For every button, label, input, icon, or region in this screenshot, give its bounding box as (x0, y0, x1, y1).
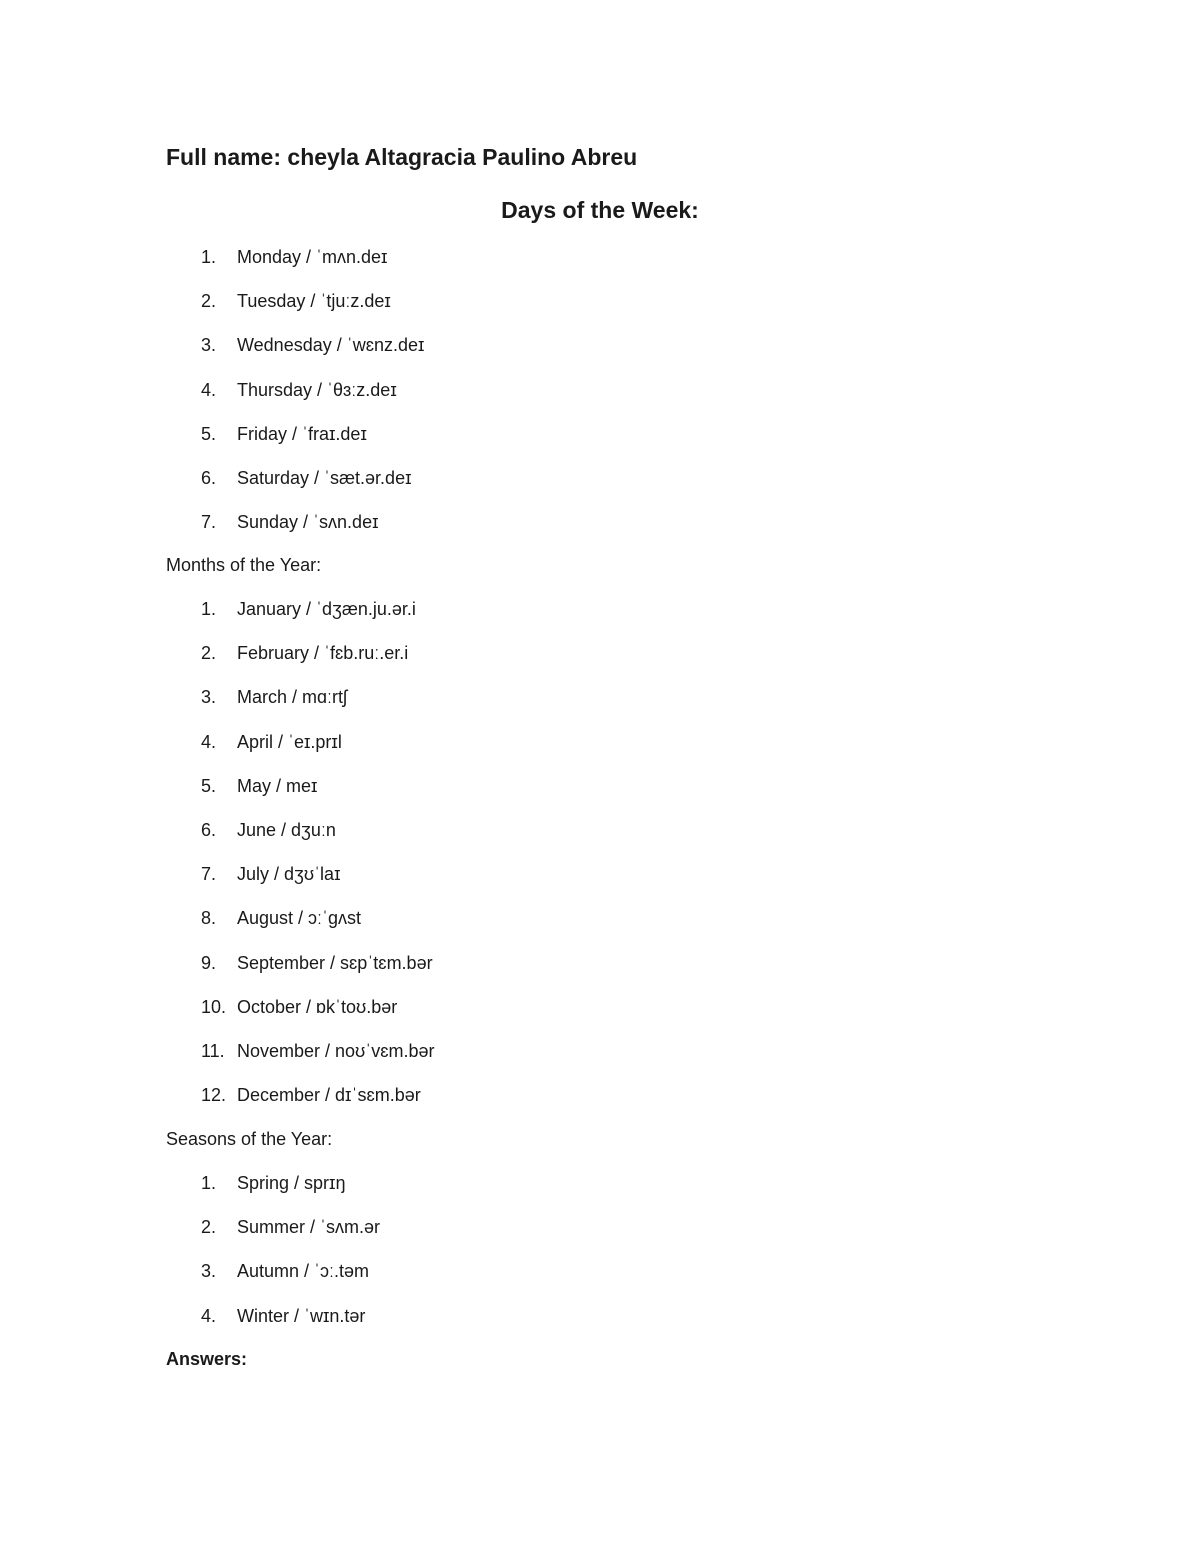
days-heading: Days of the Week: (501, 197, 699, 223)
list-item-text: February / ˈfɛb.ruː.er.i (237, 643, 409, 664)
list-item-number: 6. (201, 467, 217, 488)
list-item-text: May / meɪ (237, 775, 318, 796)
list-item-number: 7. (201, 864, 217, 885)
list-item-text: Monday / ˈmʌn.deɪ (237, 247, 388, 267)
seasons-heading: Seasons of the Year: (166, 1129, 333, 1149)
months-heading: Months of the Year: (166, 555, 322, 575)
list-item-text: Saturday / ˈsæt.ər.deɪ (237, 467, 412, 488)
list-item-text: Spring / sprɪŋ (237, 1173, 346, 1193)
list-item-number: 3. (201, 335, 217, 356)
list-item-text: Friday / ˈfraɪ.deɪ (237, 423, 367, 444)
list-item-number: 1. (201, 599, 217, 619)
list-item-text: January / ˈdʒæn.ju.ər.i (237, 599, 416, 619)
list-item-number: 2. (201, 1217, 217, 1238)
list-item-number: 12. (201, 1085, 227, 1106)
list-item-number: 2. (201, 291, 217, 312)
list-item-text: September / sɛpˈtɛm.bər (237, 952, 433, 973)
list-item-number: 5. (201, 423, 217, 444)
list-item-number: 1. (201, 247, 217, 267)
list-item-number: 4. (201, 1305, 217, 1326)
list-item-text: Autumn / ˈɔː.təm (237, 1261, 370, 1282)
list-item-number: 10. (201, 996, 227, 1017)
list-item-text: June / dʒuːn (237, 819, 336, 840)
full-name-heading: Full name: cheyla Altagracia Paulino Abreu (166, 144, 638, 170)
list-item-text: Summer / ˈsʌm.ər (237, 1217, 381, 1238)
list-item-number: 4. (201, 379, 217, 400)
list-item-text: December / dɪˈsɛm.bər (237, 1085, 421, 1106)
list-item-number: 8. (201, 908, 217, 929)
list-item-text: November / noʊˈvɛm.bər (237, 1040, 435, 1061)
list-item-text: October / ɒkˈtoʊ.bər (237, 996, 398, 1017)
list-item-number: 7. (201, 512, 217, 533)
list-item-text: Tuesday / ˈtjuːz.deɪ (237, 291, 391, 312)
list-item-text: Thursday / ˈθɜːz.deɪ (237, 379, 397, 400)
list-item-text: March / mɑːrtʃ (237, 687, 348, 708)
list-item-number: 2. (201, 643, 217, 664)
list-item-number: 5. (201, 775, 217, 796)
list-item-text: July / dʒʊˈlaɪ (237, 864, 341, 885)
list-item-text: Wednesday / ˈwɛnz.deɪ (237, 335, 425, 356)
list-item-text: Winter / ˈwɪn.tər (237, 1305, 366, 1326)
list-item-number: 11. (201, 1040, 225, 1061)
list-item-number: 6. (201, 819, 217, 840)
list-item-number: 3. (201, 687, 217, 708)
list-item-text: April / ˈeɪ.prɪl (237, 731, 342, 752)
list-item-number: 3. (201, 1261, 217, 1282)
list-item-number: 1. (201, 1173, 217, 1193)
list-item-text: August / ɔːˈgʌst (237, 908, 362, 929)
answers-heading: Answers: (166, 1349, 248, 1369)
list-item-text: Sunday / ˈsʌn.deɪ (237, 512, 379, 533)
list-item-number: 4. (201, 731, 217, 752)
list-item-number: 9. (201, 952, 217, 973)
